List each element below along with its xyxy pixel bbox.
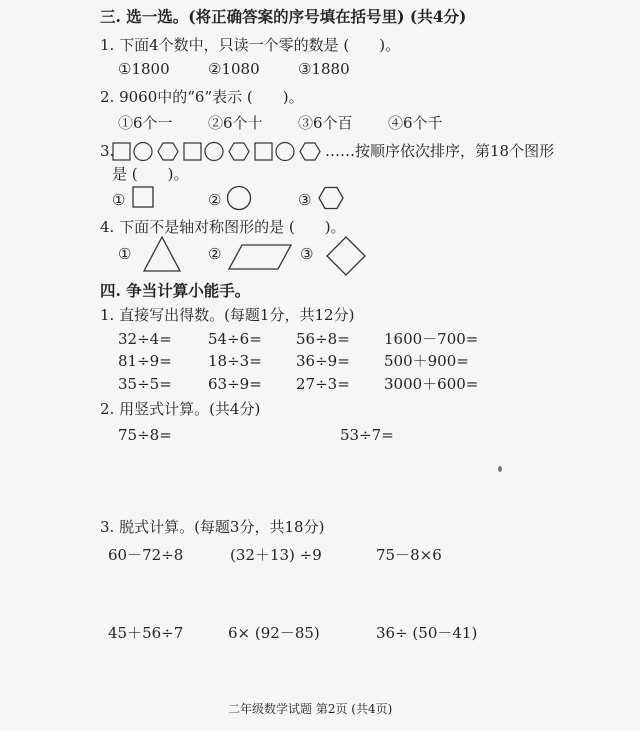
square-icon bbox=[132, 186, 154, 208]
part3-title: 3. 脱式计算。(每题3分，共18分) bbox=[100, 518, 325, 536]
q2-option-4: ④6个千 bbox=[388, 114, 443, 132]
q4-option-3: ③ bbox=[300, 245, 314, 263]
triangle-icon bbox=[143, 236, 181, 272]
calc-r1-c4: 1600－700= bbox=[384, 330, 479, 348]
q3-option-3: ③ bbox=[298, 191, 312, 209]
q4-option-1: ① bbox=[118, 245, 132, 263]
calc-r1-c1: 32÷4= bbox=[118, 330, 172, 348]
q1-option-2: ②1080 bbox=[208, 60, 260, 78]
q3-suffix: ……按顺序依次排序，第18个图形 bbox=[325, 142, 555, 160]
q1-option-3: ③1880 bbox=[298, 60, 350, 78]
calc-r1-c2: 54÷6= bbox=[208, 330, 262, 348]
stepwise-r1-c3: 75－8×6 bbox=[376, 546, 442, 564]
calc-r1-c3: 56÷8= bbox=[296, 330, 350, 348]
q2-option-2: ②6个十 bbox=[208, 114, 263, 132]
calc-r2-c3: 36÷9= bbox=[296, 352, 350, 370]
hexagon-icon bbox=[300, 143, 320, 160]
circle-icon bbox=[134, 143, 152, 161]
circle-icon bbox=[276, 143, 294, 161]
part2-title: 2. 用竖式计算。(共4分) bbox=[100, 400, 261, 418]
calc-r3-c3: 27÷3= bbox=[296, 375, 350, 393]
q4-text: 4. 下面不是轴对称图形的是 ( )。 bbox=[100, 218, 346, 236]
hexagon-icon bbox=[158, 143, 178, 160]
q3-line2: 是 ( )。 bbox=[112, 165, 189, 183]
square-icon bbox=[184, 143, 201, 160]
section-4-heading: 四. 争当计算小能手。 bbox=[100, 281, 251, 300]
q3-prefix: 3. bbox=[100, 142, 115, 160]
calc-r3-c4: 3000＋600= bbox=[384, 375, 479, 393]
calc-r3-c1: 35÷5= bbox=[118, 375, 172, 393]
calc-r2-c2: 18÷3= bbox=[208, 352, 262, 370]
square-icon bbox=[255, 143, 272, 160]
circle-icon bbox=[226, 185, 252, 211]
square-icon bbox=[113, 143, 130, 160]
vertical-calc-1: 75÷8= bbox=[118, 426, 172, 444]
q4-option-2: ② bbox=[208, 245, 222, 263]
stepwise-r2-c2: 6× (92－85) bbox=[228, 624, 320, 642]
calc-r2-c1: 81÷9= bbox=[118, 352, 172, 370]
stepwise-r1-c2: (32＋13) ÷9 bbox=[230, 546, 322, 564]
diamond-icon bbox=[326, 236, 366, 276]
hexagon-icon bbox=[318, 186, 344, 210]
q3-option-2: ② bbox=[208, 191, 222, 209]
vertical-calc-2: 53÷7= bbox=[340, 426, 394, 444]
stepwise-r2-c3: 36÷ (50－41) bbox=[376, 624, 478, 642]
scan-speck bbox=[498, 466, 502, 472]
q2-option-3: ③6个百 bbox=[298, 114, 353, 132]
q3-sequence bbox=[112, 140, 322, 164]
section-3-heading: 三. 选一选。(将正确答案的序号填在括号里) (共4分) bbox=[100, 7, 467, 26]
calc-r2-c4: 500＋900= bbox=[384, 352, 469, 370]
circle-icon bbox=[205, 143, 223, 161]
parallelogram-icon bbox=[228, 244, 292, 270]
part1-title: 1. 直接写出得数。(每题1分，共12分) bbox=[100, 306, 355, 324]
q2-option-1: ①6个一 bbox=[118, 114, 173, 132]
stepwise-r1-c1: 60－72÷8 bbox=[108, 546, 184, 564]
q2-text: 2. 9060中的“6”表示 ( )。 bbox=[100, 88, 304, 106]
calc-r3-c2: 63÷9= bbox=[208, 375, 262, 393]
stepwise-r2-c1: 45＋56÷7 bbox=[108, 624, 184, 642]
q1-text: 1. 下面4个数中，只读一个零的数是 ( )。 bbox=[100, 36, 401, 54]
page-footer: 二年级数学试题 第2页 (共4页) bbox=[228, 702, 393, 716]
q3-option-1: ① bbox=[112, 191, 126, 209]
hexagon-icon bbox=[229, 143, 249, 160]
q1-option-1: ①1800 bbox=[118, 60, 170, 78]
